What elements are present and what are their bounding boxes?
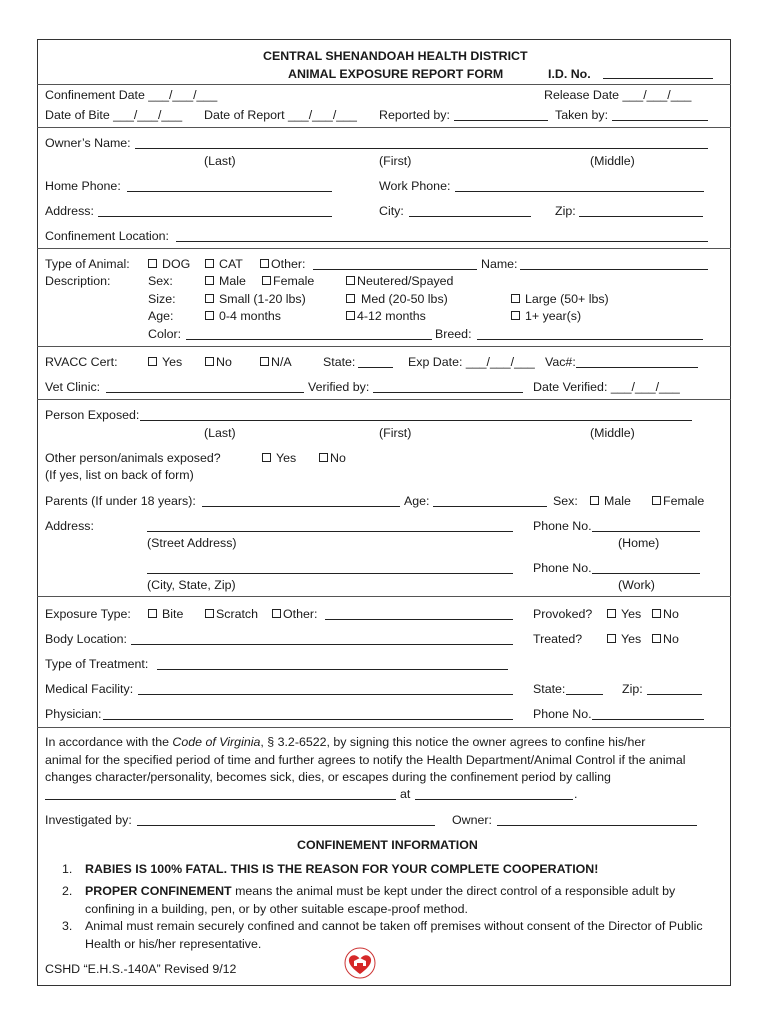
- provoked-yes-checkbox[interactable]: [607, 609, 616, 618]
- animal-name-label: Name:: [481, 257, 518, 271]
- size-small-checkbox[interactable]: [205, 294, 214, 303]
- form-title: ANIMAL EXPOSURE REPORT FORM: [288, 67, 504, 81]
- reported-by-field[interactable]: [454, 120, 548, 121]
- provoked-yes-label: Yes: [621, 607, 642, 621]
- owner-last-caption: (Last): [204, 154, 236, 168]
- age-0-4-label: 0-4 months: [219, 309, 281, 323]
- item-2-line-2: confining in a building, pen, or by other suitable escape-proof method.: [85, 902, 468, 916]
- male-label: Male: [219, 274, 246, 288]
- color-label: Color:: [148, 327, 182, 341]
- parents-label: Parents (If under 18 years):: [45, 494, 196, 508]
- rvacc-cert-label: RVACC Cert:: [45, 355, 118, 369]
- breed-field[interactable]: [477, 339, 703, 340]
- parents-field[interactable]: [202, 506, 400, 507]
- parents-female-checkbox[interactable]: [652, 496, 661, 505]
- confinement-location-field[interactable]: [176, 241, 708, 242]
- body-location-label: Body Location:: [45, 632, 127, 646]
- rvacc-state-label: State:: [323, 355, 356, 369]
- treated-no-checkbox[interactable]: [652, 634, 661, 643]
- bite-label: Bite: [162, 607, 184, 621]
- rvacc-yes-checkbox[interactable]: [148, 357, 157, 366]
- dog-label: DOG: [162, 257, 191, 271]
- other-animal-checkbox[interactable]: [260, 259, 269, 268]
- work-phone-no-field[interactable]: [592, 573, 700, 574]
- female-label: Female: [273, 274, 315, 288]
- parents-age-field[interactable]: [433, 506, 547, 507]
- animal-name-field[interactable]: [520, 269, 708, 270]
- exposed-last-caption: (Last): [204, 426, 236, 440]
- provoked-no-label: No: [663, 607, 679, 621]
- owner-first-caption: (First): [379, 154, 412, 168]
- owner-name-field[interactable]: [135, 148, 708, 149]
- home-caption: (Home): [618, 536, 660, 550]
- divider: [37, 346, 731, 347]
- confinement-date[interactable]: Confinement Date ___/___/___: [45, 88, 218, 102]
- item-3-line-1: Animal must remain securely confined and cannot be taken off premises without consent of the Director of Public: [85, 919, 703, 933]
- contact-field[interactable]: [45, 799, 396, 800]
- date-of-bite[interactable]: Date of Bite ___/___/___: [45, 108, 183, 122]
- rvacc-yes-label: Yes: [162, 355, 183, 369]
- other-exposed-no-label: No: [330, 451, 346, 465]
- other-animal-label: Other:: [271, 257, 306, 271]
- parents-sex-label: Sex:: [553, 494, 578, 508]
- treated-label: Treated?: [533, 632, 583, 646]
- color-field[interactable]: [186, 339, 432, 340]
- description-label: Description:: [45, 274, 111, 288]
- vac-field[interactable]: [576, 367, 698, 368]
- scratch-checkbox[interactable]: [205, 609, 214, 618]
- vac-label: Vac#:: [545, 355, 576, 369]
- age-1plus-checkbox[interactable]: [511, 311, 520, 320]
- other-exposure-field[interactable]: [325, 619, 513, 620]
- treated-yes-checkbox[interactable]: [607, 634, 616, 643]
- city-state-zip-field[interactable]: [147, 573, 513, 574]
- vet-clinic-field[interactable]: [106, 392, 304, 393]
- city-field[interactable]: [409, 216, 531, 217]
- street-address-caption: (Street Address): [147, 536, 237, 550]
- age-4-12-label: 4-12 months: [357, 309, 426, 323]
- at-label: at: [400, 787, 411, 801]
- other-exposure-checkbox[interactable]: [272, 609, 281, 618]
- facility-state-label: State:: [533, 682, 566, 696]
- divider: [37, 596, 731, 597]
- size-large-checkbox[interactable]: [511, 294, 520, 303]
- size-large-label: Large (50+ lbs): [525, 292, 609, 306]
- id-field[interactable]: [603, 78, 713, 79]
- other-exposed-question: Other person/animals exposed?: [45, 451, 221, 465]
- owner-signature-label: Owner:: [452, 813, 492, 827]
- neutered-checkbox[interactable]: [346, 276, 355, 285]
- physician-phone-field[interactable]: [592, 719, 704, 720]
- rvacc-state-field[interactable]: [358, 367, 393, 368]
- zip-label: Zip:: [555, 204, 576, 218]
- owner-signature-field[interactable]: [497, 825, 697, 826]
- body-location-field[interactable]: [131, 644, 513, 645]
- rvacc-na-label: N/A: [271, 355, 292, 369]
- item-number-1: 1.: [62, 862, 73, 876]
- other-exposed-yes-checkbox[interactable]: [262, 453, 271, 462]
- form-code: CSHD “E.H.S.-140A” Revised 9/12: [45, 962, 237, 976]
- address-field[interactable]: [98, 216, 332, 217]
- other-exposed-no-checkbox[interactable]: [319, 453, 328, 462]
- provoked-no-checkbox[interactable]: [652, 609, 661, 618]
- contact-phone-field[interactable]: [415, 799, 573, 800]
- facility-zip-label: Zip:: [622, 682, 643, 696]
- city-state-zip-caption: (City, State, Zip): [147, 578, 236, 592]
- other-exposed-yes-label: Yes: [276, 451, 297, 465]
- age-0-4-checkbox[interactable]: [205, 311, 214, 320]
- exp-date[interactable]: Exp Date: ___/___/___: [408, 355, 535, 369]
- street-address-field[interactable]: [147, 531, 513, 532]
- city-label: City:: [379, 204, 404, 218]
- female-checkbox[interactable]: [262, 276, 271, 285]
- address-label: Address:: [45, 204, 94, 218]
- home-phone-no-field[interactable]: [592, 531, 700, 532]
- divider: [37, 399, 731, 400]
- owner-name-label: Owner’s Name:: [45, 136, 131, 150]
- home-phone-label: Home Phone:: [45, 179, 121, 193]
- agreement-line-1: In accordance with the Code of Virginia, § 3.2-6522, by signing this notice the owner agrees to confine his/her: [45, 735, 646, 749]
- exposed-address-label: Address:: [45, 519, 94, 533]
- size-label: Size:: [148, 292, 176, 306]
- rvacc-na-checkbox[interactable]: [260, 357, 269, 366]
- treated-yes-label: Yes: [621, 632, 642, 646]
- agreement-line-3: changes character/personality, becomes sick, dies, or escapes during the confinement period by calling: [45, 770, 611, 784]
- other-animal-field[interactable]: [313, 269, 477, 270]
- org-title: CENTRAL SHENANDOAH HEALTH DISTRICT: [263, 49, 528, 63]
- reported-by-label: Reported by:: [379, 108, 450, 122]
- breed-label: Breed:: [435, 327, 472, 341]
- period: .: [574, 787, 578, 801]
- rvacc-no-checkbox[interactable]: [205, 357, 214, 366]
- date-verified[interactable]: Date Verified: ___/___/___: [533, 380, 680, 394]
- other-exposed-note: (If yes, list on back of form): [45, 468, 194, 482]
- parents-female-label: Female: [663, 494, 705, 508]
- neutered-label: Neutered/Spayed: [357, 274, 454, 288]
- work-phone-no-label: Phone No.: [533, 561, 592, 575]
- size-med-checkbox[interactable]: [346, 294, 355, 303]
- physician-field[interactable]: [103, 719, 513, 720]
- scratch-label: Scratch: [216, 607, 259, 621]
- confinement-info-title: CONFINEMENT INFORMATION: [297, 838, 478, 852]
- cat-label: CAT: [219, 257, 243, 271]
- home-phone-field[interactable]: [127, 191, 332, 192]
- rvacc-no-label: No: [216, 355, 232, 369]
- investigated-by-label: Investigated by:: [45, 813, 132, 827]
- item-number-2: 2.: [62, 884, 73, 898]
- divider: [37, 248, 731, 249]
- sex-label: Sex:: [148, 274, 173, 288]
- item-1: RABIES IS 100% FATAL. THIS IS THE REASON FOR YOUR COMPLETE COOPERATION!: [85, 862, 599, 876]
- item-3-line-2: Health or his/her representative.: [85, 937, 262, 951]
- taken-by-field[interactable]: [612, 120, 708, 121]
- work-phone-field[interactable]: [455, 191, 704, 192]
- item-number-3: 3.: [62, 919, 73, 933]
- age-label: Age:: [148, 309, 174, 323]
- provoked-label: Provoked?: [533, 607, 593, 621]
- exposed-middle-caption: (Middle): [590, 426, 635, 440]
- size-small-label: Small (1-20 lbs): [219, 292, 306, 306]
- person-exposed-field[interactable]: [140, 420, 692, 421]
- facility-state-field[interactable]: [566, 694, 603, 695]
- vet-clinic-label: Vet Clinic:: [45, 380, 101, 394]
- cat-checkbox[interactable]: [205, 259, 214, 268]
- confinement-location-label: Confinement Location:: [45, 229, 169, 243]
- exposed-first-caption: (First): [379, 426, 412, 440]
- physician-phone-label: Phone No.: [533, 707, 592, 721]
- investigated-by-field[interactable]: [137, 825, 435, 826]
- physician-label: Physician:: [45, 707, 102, 721]
- exposure-type-label: Exposure Type:: [45, 607, 131, 621]
- person-exposed-label: Person Exposed:: [45, 408, 140, 422]
- work-caption: (Work): [618, 578, 655, 592]
- verified-by-field[interactable]: [373, 392, 523, 393]
- parents-male-label: Male: [604, 494, 631, 508]
- home-phone-no-label: Phone No.: [533, 519, 592, 533]
- type-of-animal-label: Type of Animal:: [45, 257, 130, 271]
- bite-checkbox[interactable]: [148, 609, 157, 618]
- male-checkbox[interactable]: [205, 276, 214, 285]
- divider: [37, 84, 731, 85]
- zip-field[interactable]: [579, 216, 703, 217]
- agreement-line-2: animal for the specified period of time and further agrees to notify the Health Department/Animal Control if the animal: [45, 753, 686, 767]
- taken-by-label: Taken by:: [555, 108, 609, 122]
- age-1plus-label: 1+ year(s): [525, 309, 582, 323]
- age-4-12-checkbox[interactable]: [346, 311, 355, 320]
- facility-zip-field[interactable]: [647, 694, 702, 695]
- owner-middle-caption: (Middle): [590, 154, 635, 168]
- treatment-type-field[interactable]: [157, 669, 508, 670]
- medical-facility-field[interactable]: [138, 694, 513, 695]
- health-district-heart-logo-icon: [338, 946, 382, 980]
- other-exposure-label: Other:: [283, 607, 318, 621]
- item-2-line-1: PROPER CONFINEMENT means the animal must be kept under the direct control of a responsible adult by: [85, 884, 676, 898]
- parents-age-label: Age:: [404, 494, 430, 508]
- id-label: I.D. No.: [548, 67, 591, 81]
- medical-facility-label: Medical Facility:: [45, 682, 134, 696]
- divider: [37, 727, 731, 728]
- verified-by-label: Verified by:: [308, 380, 370, 394]
- date-of-report[interactable]: Date of Report ___/___/___: [204, 108, 357, 122]
- release-date[interactable]: Release Date ___/___/___: [544, 88, 692, 102]
- parents-male-checkbox[interactable]: [590, 496, 599, 505]
- treatment-type-label: Type of Treatment:: [45, 657, 149, 671]
- dog-checkbox[interactable]: [148, 259, 157, 268]
- size-med-label: Med (20-50 lbs): [361, 292, 448, 306]
- divider: [37, 127, 731, 128]
- treated-no-label: No: [663, 632, 679, 646]
- work-phone-label: Work Phone:: [379, 179, 451, 193]
